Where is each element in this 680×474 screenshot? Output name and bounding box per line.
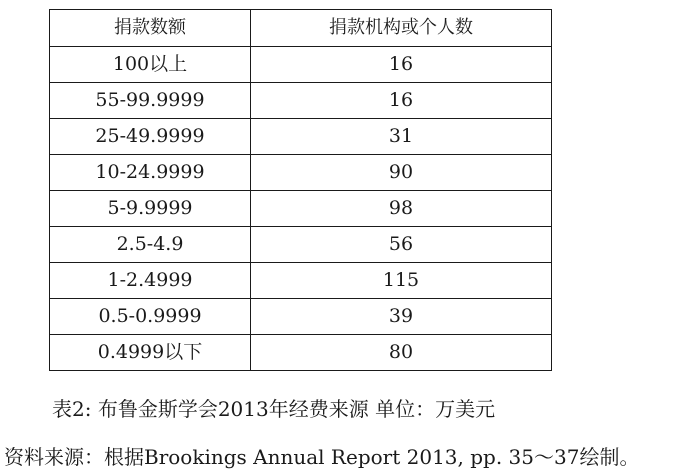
cell-count: 16 bbox=[251, 47, 552, 83]
table-row bbox=[50, 119, 551, 155]
cell-amount: 100以上 bbox=[50, 47, 251, 83]
cell-amount: 1-2.4999 bbox=[50, 263, 251, 299]
table-row bbox=[50, 263, 551, 299]
header-donor-count: 捐款机构或个人数 bbox=[251, 10, 552, 47]
donation-table-frame bbox=[49, 9, 552, 371]
table-row bbox=[50, 83, 551, 119]
cell-count: 56 bbox=[251, 227, 552, 263]
cell-count: 16 bbox=[251, 83, 552, 119]
header-donation-amount: 捐款数额 bbox=[50, 10, 251, 47]
table-row bbox=[50, 191, 551, 227]
cell-amount: 10-24.9999 bbox=[50, 155, 251, 191]
cell-amount: 2.5-4.9 bbox=[50, 227, 251, 263]
source-note: 资料来源：根据Brookings Annual Report 2013, pp. 35～37绘制。 bbox=[4, 445, 640, 469]
cell-count: 90 bbox=[251, 155, 552, 191]
cell-count: 39 bbox=[251, 299, 552, 335]
cell-amount: 5-9.9999 bbox=[50, 191, 251, 227]
cell-amount: 25-49.9999 bbox=[50, 119, 251, 155]
table-row bbox=[50, 335, 551, 371]
donation-table bbox=[50, 10, 551, 370]
cell-count: 115 bbox=[251, 263, 552, 299]
cell-amount: 55-99.9999 bbox=[50, 83, 251, 119]
table-header-row bbox=[50, 10, 551, 47]
cell-count: 31 bbox=[251, 119, 552, 155]
cell-count: 80 bbox=[251, 335, 552, 371]
table-caption: 表2: 布鲁金斯学会2013年经费来源 单位：万美元 bbox=[52, 397, 496, 421]
cell-amount: 0.4999以下 bbox=[50, 335, 251, 371]
table-row bbox=[50, 155, 551, 191]
cell-count: 98 bbox=[251, 191, 552, 227]
table-row bbox=[50, 227, 551, 263]
table-row bbox=[50, 299, 551, 335]
table-row bbox=[50, 47, 551, 83]
cell-amount: 0.5-0.9999 bbox=[50, 299, 251, 335]
